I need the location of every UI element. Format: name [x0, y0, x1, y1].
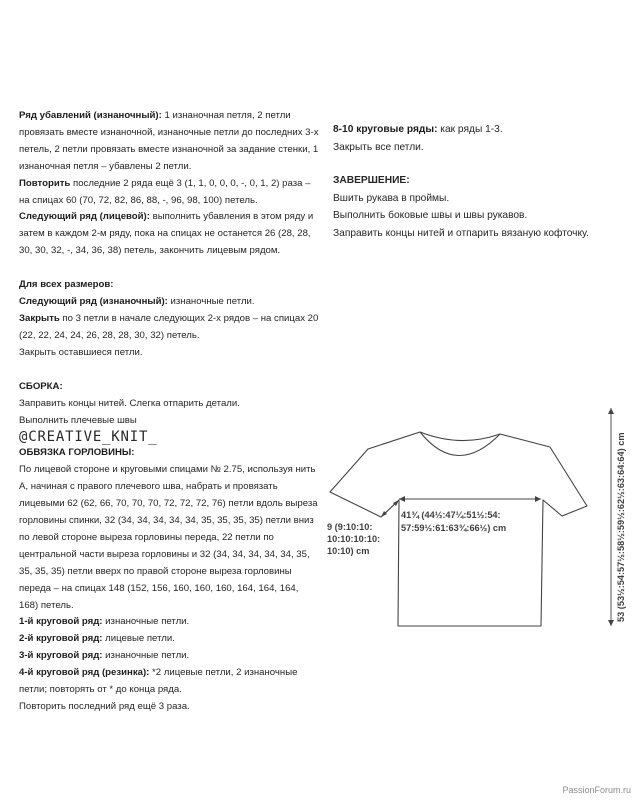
round-row-1: 1-й круговой ряд: изнаночные петли.	[19, 616, 190, 628]
next-purl-row-paragraph: Следующий ряд (изнаночный): изнаночные петли.	[19, 296, 255, 308]
width-arrowhead-right	[535, 496, 541, 502]
round-row-3: 3-й круговой ряд: изнаночные петли.	[19, 650, 190, 662]
watermark-handle: @CREATIVE_KNIT_	[19, 429, 158, 446]
finishing-text-3: Заправить концы нитей и отпарить вязаную кофточку.	[333, 227, 589, 239]
height-arrowhead-bottom	[608, 620, 614, 626]
assembly-text-1: Заправить концы нитей. Слегка отпарить детали.	[19, 397, 240, 409]
assembly-heading: СБОРКА:	[19, 380, 63, 392]
width-label-1: 41¾ (44½:47¼:51½:54:	[401, 510, 501, 520]
repeat-paragraph: Повторить последние 2 ряда ещё 3 (1, 1, 0, 0, 0, -, 0, 1, 2) раза – на спицах 60 (70, 72, 82, 86, 88, -, 96, 98, 100) петель.	[19, 177, 311, 206]
repeat-last-row: Повторить последний ряд ещё 3 раза.	[19, 701, 190, 712]
width-label-2: 57:59½:61:63¾:66½) cm	[401, 523, 507, 533]
width-arrowhead-left	[399, 496, 405, 502]
assembly-text-2: Выполнить плечевые швы	[19, 414, 137, 426]
rows-8-10-paragraph: 8-10 круговые ряды: как ряды 1-3.	[333, 124, 503, 135]
bind-off-all: Закрыть все петли.	[333, 141, 424, 153]
next-knit-row-paragraph: Следующий ряд (лицевой): выполнить убавления в этом ряду и затем в каждом 2-м ряду, пока на спицах не останется 26 (28, 28, 30, 30, 32, -, 34, 36, 38) петель, закончить лицевым рядом.	[19, 211, 314, 257]
left-text-column	[19, 108, 319, 716]
sleeve-label-3: 10:10) cm	[327, 546, 370, 556]
neckband-paragraph: По лицевой стороне и круговыми спицами № 2.75, используя нить А, начиная с правого плечевого шва, набрать и провязать лицевыми 62 (62, 66, 70, 70, 70, 72, 72, 72, 76) петли вдоль выреза горловины спинки, 32 (34, 34, 34, 34, 34, 35, 35, 35, 35) петли вниз по левой стороне выреза горловины переда, 22 петли по центральной части выреза горловины и 32 (34, 34, 34, 34, 34, 35, 35, 35, 35) петли вверх по правой стороне выреза горловины переда – на спицах 148 (152, 156, 160, 160, 160, 164, 164, 164, 168) петель.	[19, 464, 318, 611]
sleeve-label-2: 10:10:10:10:	[327, 534, 381, 544]
finishing-heading: ЗАВЕРШЕНИЕ:	[333, 175, 410, 187]
sleeve-label-1: 9 (9:10:10:	[327, 522, 373, 532]
height-label: 53 (53½:54:57½:58½:59½:62½:63:64:64) cm	[616, 432, 626, 622]
decrease-row-paragraph: Ряд убавлений (изнаночный): 1 изнаночная петля, 2 петли провязать вместе изнаночной, изнаночные петли до последних 3-х петель, 2 петли провязать вместе изнаночной за задание стенки, 1 изнаночная петля – убавлены 2 петли.	[19, 110, 319, 172]
round-row-4: 4-й круговой ряд (резинка): *2 лицевые петли, 2 изнаночные петли; повторять от * до конца ряда.	[19, 667, 298, 696]
all-sizes-heading: Для всех размеров:	[19, 279, 114, 291]
neckline-back	[420, 432, 500, 441]
bind-off-paragraph: Закрыть по 3 петли в начале следующих 2-х рядов – на спицах 20 (22, 22, 24, 24, 26, 28, 28, 30, 32) петель.	[19, 312, 319, 341]
round-row-2: 2-й круговой ряд: лицевые петли.	[19, 633, 175, 645]
height-arrowhead-top	[608, 408, 614, 414]
right-text-column	[333, 121, 633, 243]
sweater-schematic	[315, 400, 637, 648]
bind-off-remaining: Закрыть оставшиеся петли.	[19, 346, 143, 358]
site-watermark: PassionForum.ru	[562, 785, 631, 795]
finishing-text-2: Выполнить боковые швы и швы рукавов.	[333, 210, 528, 222]
finishing-text-1: Вшить рукава в проймы.	[333, 192, 450, 204]
neckband-heading: ОБВЯЗКА ГОРЛОВИНЫ:	[19, 447, 135, 459]
